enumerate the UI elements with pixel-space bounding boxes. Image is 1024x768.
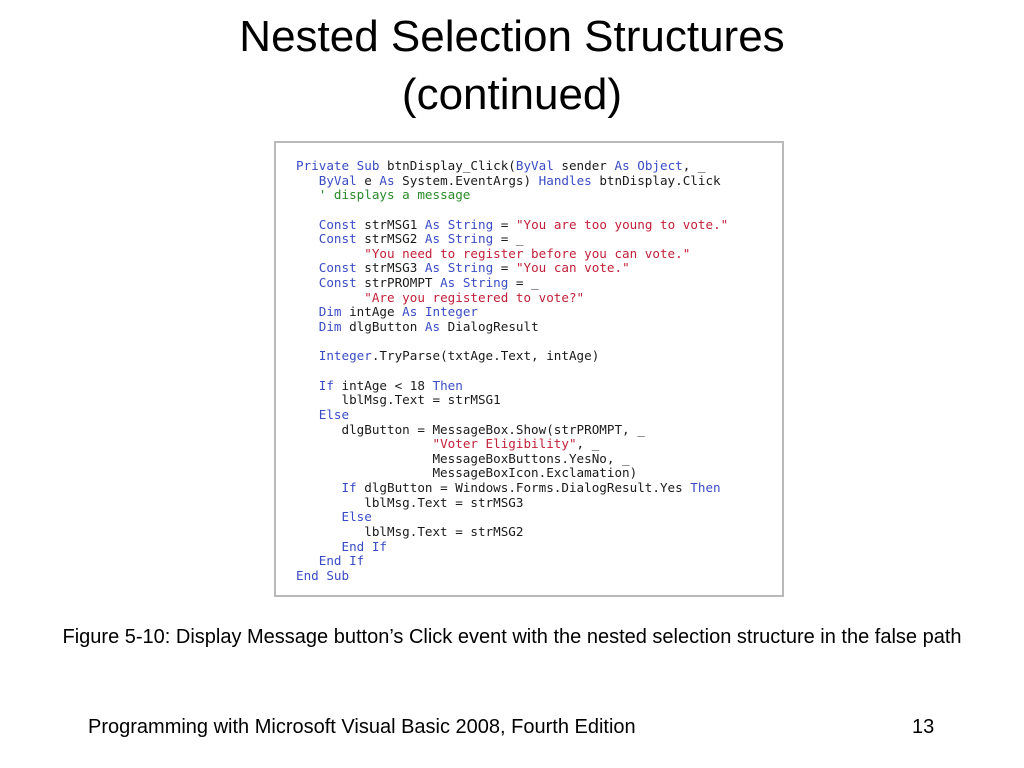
code-keyword: As — [424, 319, 441, 335]
code-text: = _ — [508, 275, 539, 291]
code-line — [296, 393, 728, 408]
code-line — [296, 159, 728, 174]
code-line — [296, 554, 728, 569]
code-line — [296, 525, 728, 540]
code-line — [296, 481, 728, 496]
code-text: dlgButton = Windows.Forms.DialogResult.Yes — [356, 480, 691, 496]
code-keyword: Const — [318, 260, 357, 276]
code-text — [296, 407, 319, 422]
code-text: e — [356, 172, 380, 188]
code-text — [296, 217, 319, 232]
code-keyword: ByVal — [515, 158, 554, 173]
code-keyword: Object — [637, 158, 683, 173]
code-keyword: String — [447, 260, 494, 276]
code-text: MessageBoxButtons.YesNo, _ — [296, 450, 630, 466]
code-keyword: End Sub — [296, 567, 350, 583]
code-text — [296, 246, 364, 261]
code-string: "Are you registered to vote?" — [364, 289, 585, 305]
code-text — [296, 275, 319, 290]
code-text: , _ — [576, 436, 600, 452]
code-line — [296, 174, 728, 189]
code-text: = — [493, 216, 516, 232]
code-text: lblMsg.Text = strMSG3 — [296, 494, 524, 510]
code-keyword: String — [447, 216, 494, 232]
code-text — [296, 509, 342, 524]
code-keyword: As — [614, 158, 630, 173]
code-listing — [296, 159, 728, 584]
code-keyword: Integer — [318, 348, 372, 364]
slide-title-line-1: Nested Selection Structures — [239, 12, 785, 61]
code-text: , _ — [682, 158, 706, 173]
figure-caption: Figure 5-10: Display Message button’s Click event with the nested selection structure in the false path — [62, 626, 962, 648]
code-line — [296, 408, 728, 423]
code-keyword: Else — [318, 406, 350, 422]
code-text — [296, 173, 319, 188]
code-line — [296, 540, 728, 555]
code-line — [296, 218, 728, 233]
code-keyword: As — [402, 304, 418, 320]
code-keyword: String — [447, 231, 494, 247]
code-text: .TryParse(txtAge.Text, intAge) — [371, 348, 600, 364]
code-text — [296, 436, 432, 451]
code-text — [296, 348, 319, 363]
code-line — [296, 423, 728, 438]
code-comment: ' displays a message — [318, 187, 471, 203]
code-text — [296, 304, 319, 319]
code-keyword: If — [341, 480, 357, 496]
code-keyword: ByVal — [318, 172, 357, 188]
code-text: lblMsg.Text = strMSG1 — [296, 392, 501, 408]
code-text: DialogResult — [440, 319, 539, 335]
code-keyword: End If — [341, 538, 387, 554]
code-line — [296, 203, 728, 218]
code-text — [296, 539, 342, 554]
code-keyword: Dim — [318, 304, 342, 320]
code-line — [296, 261, 728, 276]
code-line — [296, 232, 728, 247]
code-line — [296, 466, 728, 481]
code-keyword: Const — [318, 216, 357, 232]
code-line — [296, 291, 728, 306]
code-text: strMSG2 — [356, 231, 425, 247]
code-keyword: If — [318, 377, 334, 393]
code-text — [296, 319, 319, 334]
code-line — [296, 569, 728, 584]
slide-title — [0, 8, 1024, 124]
code-string: "You can vote." — [515, 260, 630, 276]
code-figure — [274, 141, 784, 597]
code-line — [296, 496, 728, 511]
code-text: intAge — [341, 304, 403, 320]
code-text — [440, 217, 448, 232]
code-keyword: Const — [318, 231, 357, 247]
code-keyword: As — [424, 260, 441, 276]
footer-book-title: Programming with Microsoft Visual Basic 2008, Fourth Edition — [88, 716, 636, 738]
code-keyword: As — [440, 275, 456, 291]
page-number: 13 — [912, 716, 935, 738]
code-text — [296, 553, 319, 568]
code-keyword: String — [462, 275, 509, 291]
code-keyword: Handles — [538, 172, 592, 188]
code-text: = _ — [493, 231, 524, 247]
code-keyword: Then — [690, 480, 721, 496]
code-keyword: As — [424, 231, 441, 247]
code-line — [296, 364, 728, 379]
code-text: System.EventArgs) — [394, 172, 539, 188]
code-string: "You are too young to vote." — [515, 216, 729, 232]
code-text: strPROMPT — [356, 275, 441, 291]
code-text — [296, 378, 319, 393]
code-keyword: End If — [318, 553, 365, 569]
code-text: btnDisplay.Click — [591, 172, 721, 188]
code-line — [296, 188, 728, 203]
code-text: dlgButton — [341, 319, 425, 335]
code-text: intAge < 18 — [333, 377, 433, 393]
code-string: "You need to register before you can vote." — [364, 245, 691, 261]
code-keyword: As — [379, 172, 395, 188]
code-line — [296, 379, 728, 394]
code-text: MessageBoxIcon.Exclamation) — [296, 465, 638, 481]
code-text — [417, 304, 425, 319]
code-keyword: As — [424, 216, 441, 232]
code-text: btnDisplay_Click( — [379, 158, 516, 173]
code-text: lblMsg.Text = strMSG2 — [296, 524, 524, 540]
code-text: strMSG3 — [356, 260, 425, 276]
code-line — [296, 452, 728, 467]
code-keyword: Then — [432, 377, 463, 393]
code-text — [296, 260, 319, 275]
code-keyword: Const — [318, 275, 357, 291]
code-keyword: Else — [341, 509, 372, 525]
code-keyword: Dim — [318, 319, 342, 335]
code-text — [296, 187, 319, 202]
code-text — [440, 231, 448, 246]
code-keyword: Integer — [424, 304, 479, 320]
code-line — [296, 305, 728, 320]
slide-title-line-2: (continued) — [401, 70, 623, 119]
code-text — [455, 275, 463, 290]
code-line — [296, 247, 728, 262]
code-text: strMSG1 — [356, 216, 425, 232]
code-line — [296, 437, 728, 452]
code-line — [296, 335, 728, 350]
code-text: sender — [553, 158, 615, 173]
code-text: dlgButton = MessageBox.Show(strPROMPT, _ — [296, 421, 645, 437]
code-text — [296, 480, 342, 495]
code-keyword: Private Sub — [296, 158, 380, 173]
code-line — [296, 510, 728, 525]
code-line — [296, 349, 728, 364]
code-line — [296, 276, 728, 291]
code-text: = — [493, 260, 516, 276]
code-text — [296, 231, 319, 246]
code-line — [296, 320, 728, 335]
code-string: "Voter Eligibility" — [432, 436, 577, 452]
code-text — [440, 260, 448, 275]
code-text — [296, 290, 364, 305]
